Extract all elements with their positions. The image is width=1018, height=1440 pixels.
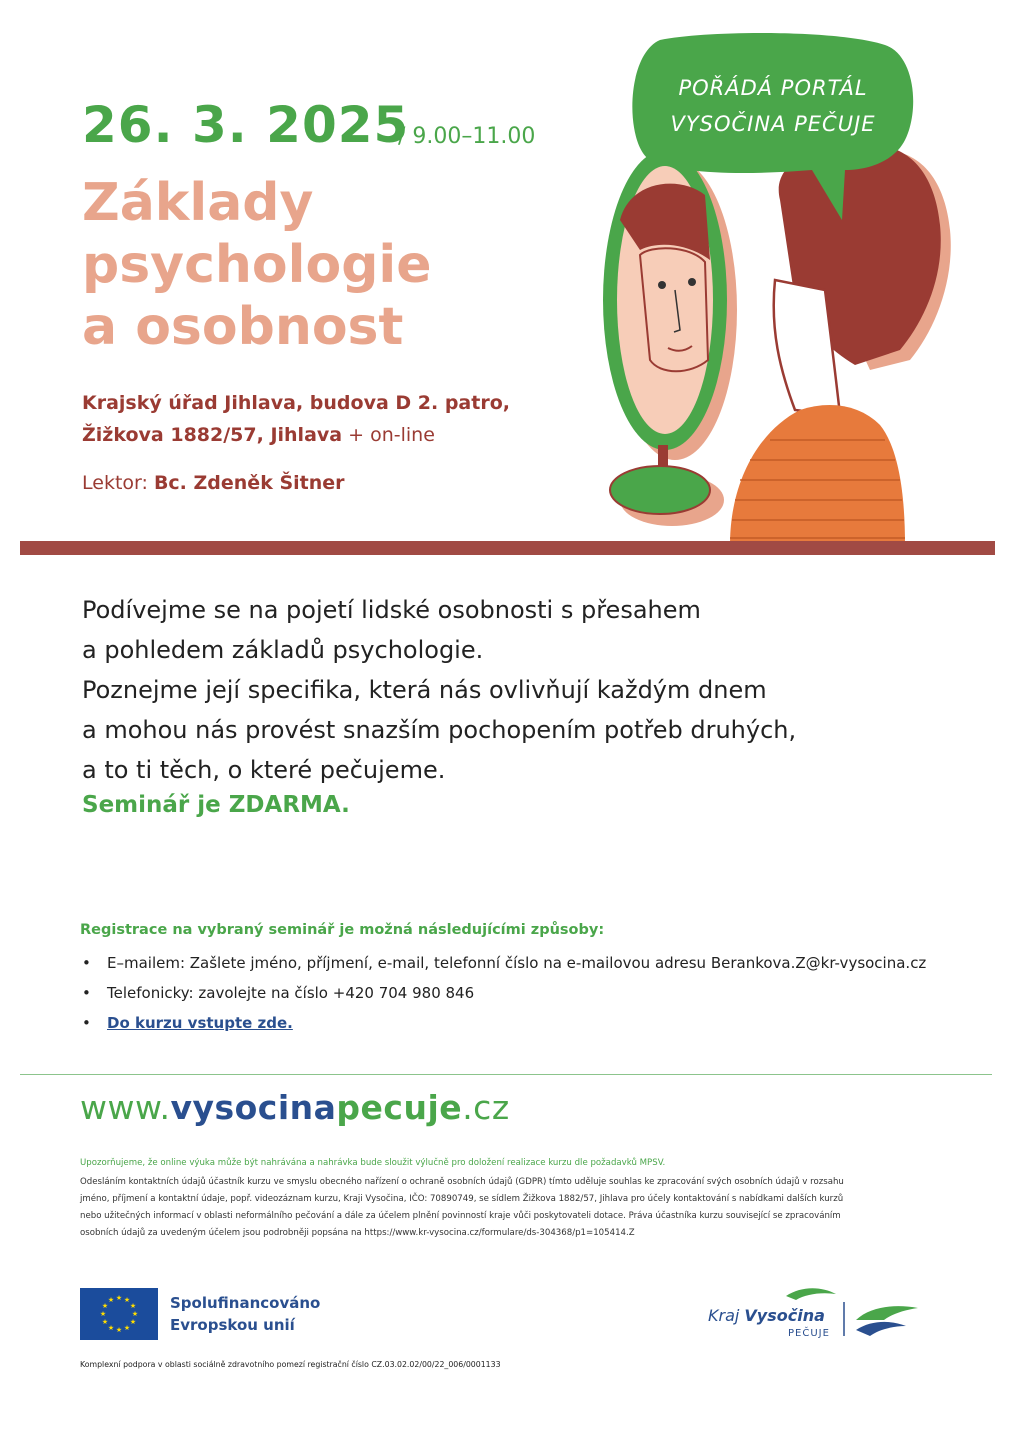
event-title	[82, 172, 522, 358]
svg-text:★: ★	[99, 1310, 107, 1318]
speech-bubble-text	[648, 70, 898, 142]
registration-title: Registrace na vybraný seminář je možná následujícími způsoby:	[80, 922, 605, 938]
title-line: a osobnost	[82, 297, 404, 357]
gdpr-line: jméno, příjmení a kontaktní údaje, popř. videozáznam kurzu, Kraji Vysočina, IČO: 70890749, se sídlem Žižkova 1882/57, Jihlava pro účely kontaktování s nabídkami dalších kurzů	[80, 1194, 844, 1204]
course-link[interactable]: Do kurzu vstupte zde.	[107, 1014, 293, 1032]
registration-phone: • Telefonicky: zavolejte na číslo +420 704 980 846	[80, 980, 926, 1010]
url-part-vysocina: vysocina	[170, 1088, 337, 1127]
svg-text:★: ★	[123, 1324, 131, 1332]
event-time: / 9.00–11.00	[398, 124, 536, 149]
header-divider-bar	[20, 541, 995, 555]
svg-text:★: ★	[107, 1296, 115, 1304]
svg-text:★: ★	[129, 1302, 137, 1310]
svg-text:★: ★	[101, 1302, 109, 1310]
registration-link-item	[80, 1010, 926, 1040]
eu-line: Spolufinancováno	[170, 1294, 321, 1312]
location-line-1: Krajský úřad Jihlava, budova D 2. patro,	[82, 392, 510, 414]
description-line: a pohledem základů psychologie.	[82, 636, 484, 664]
gdpr-line: Odesláním kontaktních údajů účastník kurzu ve smyslu obecného nařízení o ochraně osobních údajů (GDPR) tímto uděluje souhlas ke zpracování svých osobních údajů v rozsahu	[80, 1177, 844, 1187]
bubble-line: VYSOČINA PEČUJE	[670, 112, 876, 136]
eu-cofinanced	[170, 1292, 320, 1336]
description-line: Poznejme její specifika, která nás ovlivňují každým dnem	[82, 676, 767, 704]
website-url[interactable]	[80, 1088, 510, 1127]
kraj-vysocina: Vysočina	[744, 1306, 825, 1325]
url-suffix: .cz	[462, 1088, 510, 1127]
lecturer	[82, 472, 345, 494]
recording-notice: Upozorňujeme, že online výuka může být nahrávána a nahrávka bude sloužit výlučně pro doložení realizace kurzu dle požadavků MPSV.	[80, 1158, 666, 1168]
free-notice: Seminář je ZDARMA.	[82, 792, 350, 818]
event-date: 26. 3. 2025	[82, 96, 410, 154]
svg-text:★: ★	[115, 1326, 123, 1334]
location-line-2	[82, 424, 435, 446]
description-line: Podívejme se na pojetí lidské osobnosti s přesahem	[82, 596, 701, 624]
lecturer-label: Lektor:	[82, 472, 154, 494]
mirror-base	[610, 466, 710, 514]
reflection-face	[640, 248, 708, 371]
lecturer-name: Bc. Zdeněk Šitner	[153, 472, 345, 494]
svg-text:★: ★	[131, 1310, 139, 1318]
svg-text:★: ★	[107, 1324, 115, 1332]
bubble-line: POŘÁDÁ PORTÁL	[678, 76, 868, 100]
kraj-subtitle: PEČUJE	[788, 1328, 830, 1339]
registration-list	[80, 950, 926, 1040]
url-prefix: www.	[80, 1088, 171, 1127]
location-online: + on-line	[342, 424, 435, 446]
svg-text:★: ★	[123, 1296, 131, 1304]
eu-line: Evropskou unií	[170, 1316, 295, 1334]
svg-text:★: ★	[129, 1318, 137, 1326]
eu-flag-icon	[80, 1288, 158, 1340]
url-part-pecuje: pecuje	[336, 1088, 463, 1127]
description-line: a mohou nás provést snazším pochopením potřeb druhých,	[82, 716, 797, 744]
gdpr-text	[80, 1174, 940, 1242]
person-shirt	[730, 405, 905, 545]
registration-email: • E–mailem: Zašlete jméno, příjmení, e-mail, telefonní číslo na e-mailovou adresu Berankova.Z@kr-vysocina.cz	[80, 950, 926, 980]
svg-text:★: ★	[101, 1318, 109, 1326]
registration-number-note: Komplexní podpora v oblasti sociálně zdravotního pomezí registrační číslo CZ.03.02.02/00/22_006/0001133	[80, 1360, 501, 1369]
kraj-prefix: Kraj	[708, 1306, 745, 1325]
title-line: psychologie	[82, 235, 432, 295]
location-address: Žižkova 1882/57, Jihlava	[82, 424, 343, 446]
description	[82, 590, 796, 790]
gdpr-line: nebo užitečných informací v oblasti neformálního pečování a dále za účelem plnění povinností kraje vůči poskytovateli dotace. Práva účastníka kurzu související se zpracováním	[80, 1211, 841, 1221]
description-line: a to ti těch, o které pečujeme.	[82, 756, 446, 784]
gdpr-line: osobních údajů za uvedeným účelem jsou podrobněji popsána na https://www.kr-vysocina.cz/formulare/ds-304368/p1=105414.Z	[80, 1228, 635, 1238]
title-line: Základy	[82, 173, 314, 233]
section-divider	[20, 1074, 992, 1075]
kraj-name	[708, 1306, 825, 1325]
svg-text:★: ★	[115, 1294, 123, 1302]
